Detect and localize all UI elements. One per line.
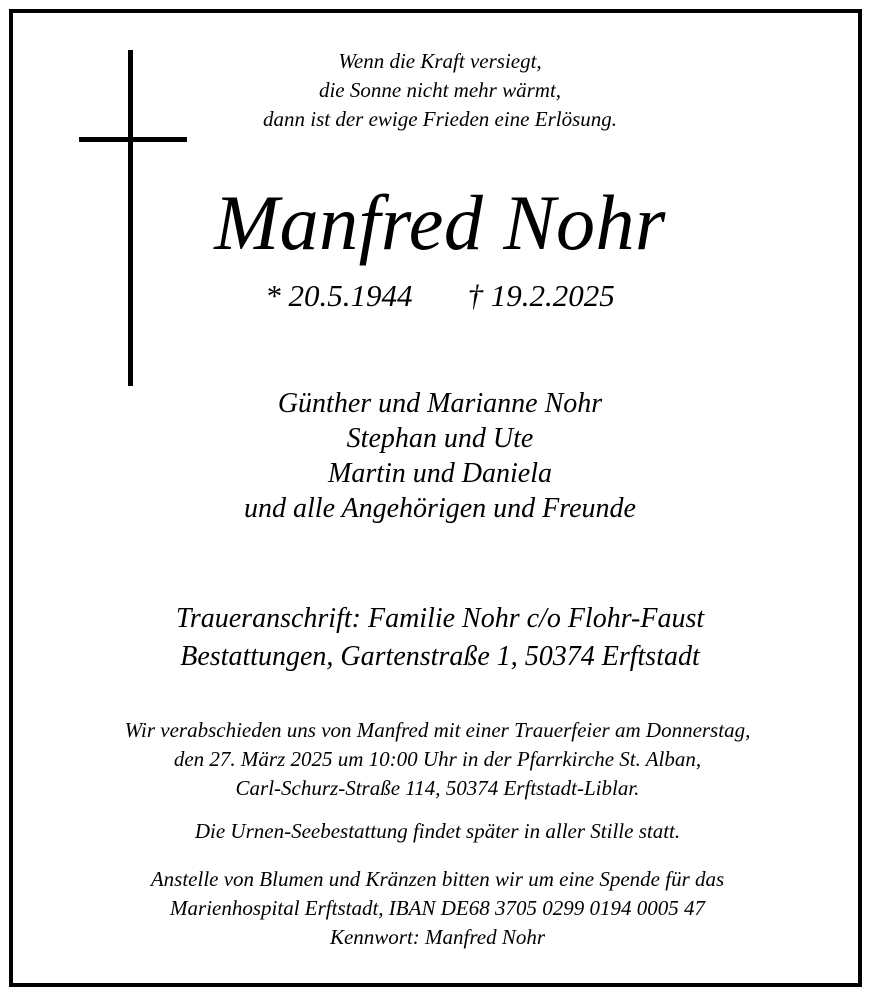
quote-line: dann ist der ewige Frieden eine Erlösung.	[262, 107, 618, 131]
mourner-line: Günther und Marianne Nohr	[277, 388, 603, 419]
burial-info: Die Urnen-Seebestattung findet später in aller Stille statt.	[194, 819, 681, 843]
mourner-line: und alle Angehörigen und Freunde	[244, 493, 636, 524]
deceased-name: Manfred Nohr	[214, 179, 666, 266]
donation-line: Kennwort: Manfred Nohr	[329, 925, 546, 949]
service-line: Wir verabschieden uns von Manfred mit einer Trauerfeier am Donnerstag,	[124, 718, 751, 742]
mourner-line: Stephan und Ute	[346, 423, 534, 454]
quote-line: die Sonne nicht mehr wärmt,	[318, 78, 562, 102]
cross-horizontal-bar	[79, 137, 187, 142]
address-line: Bestattungen, Gartenstraße 1, 50374 Erftstadt	[180, 641, 700, 672]
birth-date: * 20.5.1944	[265, 278, 413, 313]
mourner-line: Martin und Daniela	[328, 458, 552, 489]
mourning-address	[80, 600, 800, 676]
donation-info	[30, 865, 845, 952]
life-dates	[200, 276, 680, 316]
death-date: † 19.2.2025	[467, 278, 615, 313]
donation-line: Marienhospital Erftstadt, IBAN DE68 3705 0299 0194 0005 47	[170, 896, 705, 920]
service-info	[30, 716, 845, 803]
service-line: Carl-Schurz-Straße 114, 50374 Erftstadt-Liblar.	[235, 776, 640, 800]
address-line: Traueranschrift: Familie Nohr c/o Flohr-Faust	[175, 603, 705, 634]
quote-line: Wenn die Kraft versiegt,	[338, 49, 542, 73]
mourners-block	[150, 386, 730, 526]
service-line: den 27. März 2025 um 10:00 Uhr in der Pfarrkirche St. Alban,	[173, 747, 702, 771]
donation-line: Anstelle von Blumen und Kränzen bitten wir um eine Spende für das	[150, 867, 725, 891]
quote-block	[180, 47, 700, 134]
cross-vertical-bar	[128, 50, 133, 386]
